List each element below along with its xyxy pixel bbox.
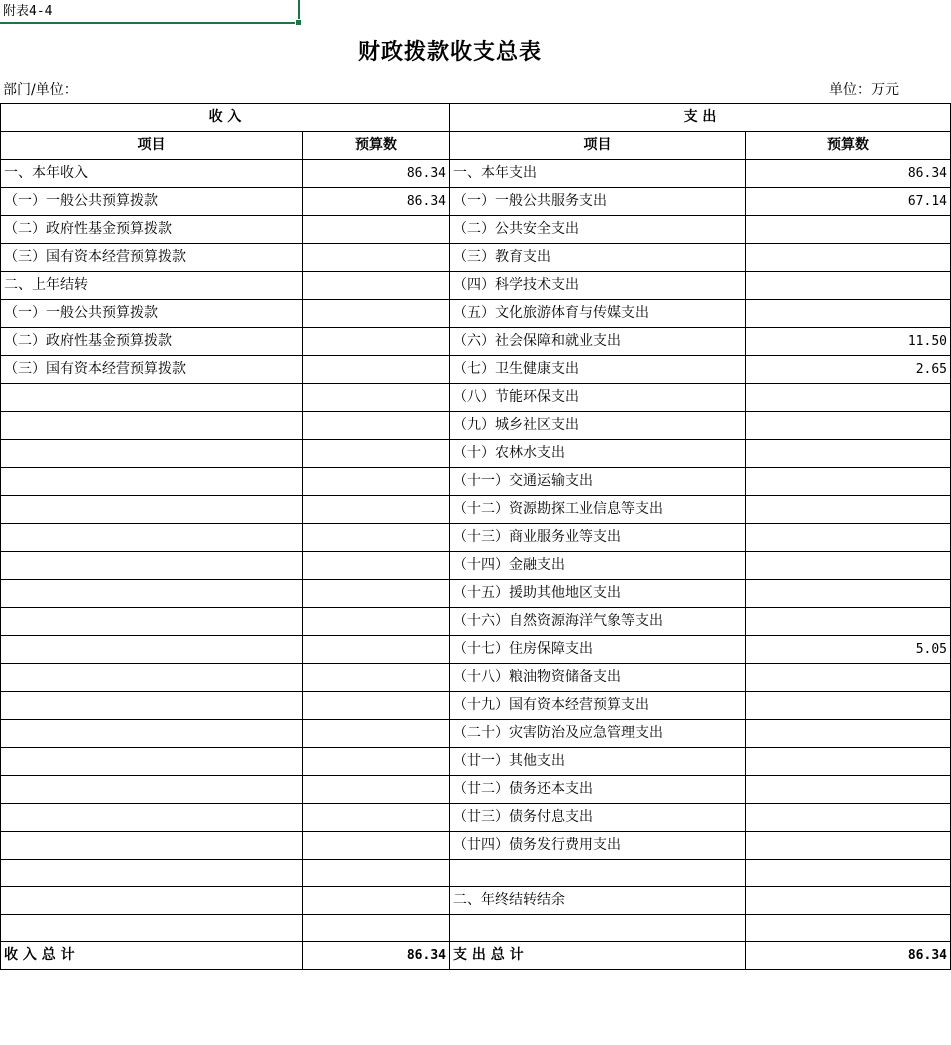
expense-value-cell[interactable] — [746, 915, 951, 942]
expense-value-cell[interactable] — [746, 804, 951, 832]
expense-value-cell[interactable] — [746, 412, 951, 440]
income-value-cell[interactable] — [303, 692, 450, 720]
expense-item-cell[interactable]: （七）卫生健康支出 — [450, 356, 746, 384]
expense-item-cell[interactable]: （十六）自然资源海洋气象等支出 — [450, 608, 746, 636]
department-label[interactable]: 部门/单位： — [3, 82, 78, 98]
expense-item-cell[interactable]: （五）文化旅游体育与传媒支出 — [450, 300, 746, 328]
income-value-cell[interactable] — [303, 412, 450, 440]
table-row — [1, 468, 951, 496]
table-row — [1, 915, 951, 942]
expense-value-cell[interactable] — [746, 244, 951, 272]
income-value-cell[interactable] — [303, 440, 450, 468]
income-value-cell[interactable] — [303, 580, 450, 608]
income-value-cell[interactable] — [303, 860, 450, 887]
expense-total-label[interactable]: 支 出 总 计 — [450, 942, 746, 970]
table-row — [1, 804, 951, 832]
income-item-cell[interactable] — [1, 552, 303, 580]
unit-label[interactable]: 单位：万元 — [829, 82, 899, 98]
income-item-cell[interactable] — [1, 580, 303, 608]
income-item-cell[interactable] — [1, 496, 303, 524]
expense-item-cell[interactable]: （四）科学技术支出 — [450, 272, 746, 300]
table-row — [1, 188, 951, 216]
table-row — [1, 664, 951, 692]
expense-item-cell[interactable]: （廿一）其他支出 — [450, 748, 746, 776]
expense-item-cell[interactable]: （十五）援助其他地区支出 — [450, 580, 746, 608]
income-item-cell[interactable]: （一）一般公共预算拨款 — [1, 300, 303, 328]
table-row — [1, 300, 951, 328]
expense-item-cell[interactable]: （一）一般公共服务支出 — [450, 188, 746, 216]
expense-value-cell[interactable]: 67.14 — [746, 188, 951, 216]
expense-item-cell[interactable]: 二、年终结转结余 — [450, 887, 746, 915]
expense-budget-header[interactable]: 预算数 — [746, 132, 951, 160]
expense-value-cell[interactable] — [746, 887, 951, 915]
expense-value-cell[interactable]: 86.34 — [746, 160, 951, 188]
table-row — [1, 580, 951, 608]
income-value-cell[interactable] — [303, 524, 450, 552]
income-item-cell[interactable]: （二）政府性基金预算拨款 — [1, 328, 303, 356]
table-row — [1, 636, 951, 664]
expense-item-header[interactable]: 项目 — [450, 132, 746, 160]
expense-item-cell[interactable]: （十四）金融支出 — [450, 552, 746, 580]
income-budget-header[interactable]: 预算数 — [303, 132, 450, 160]
income-value-cell[interactable] — [303, 468, 450, 496]
income-item-cell[interactable] — [1, 468, 303, 496]
expense-item-cell[interactable]: （十）农林水支出 — [450, 440, 746, 468]
income-total-label[interactable]: 收 入 总 计 — [1, 942, 303, 970]
expense-item-cell[interactable]: （二十）灾害防治及应急管理支出 — [450, 720, 746, 748]
income-value-cell[interactable] — [303, 216, 450, 244]
expense-item-cell[interactable]: （十八）粮油物资储备支出 — [450, 664, 746, 692]
income-item-cell[interactable] — [1, 804, 303, 832]
income-value-cell[interactable] — [303, 552, 450, 580]
expense-value-cell[interactable] — [746, 776, 951, 804]
appendix-label[interactable]: 附表4-4 — [3, 4, 53, 19]
table-row — [1, 412, 951, 440]
expense-value-cell[interactable] — [746, 496, 951, 524]
income-item-cell[interactable]: 二、上年结转 — [1, 272, 303, 300]
expense-item-cell[interactable]: （二）公共安全支出 — [450, 216, 746, 244]
income-total-value[interactable]: 86.34 — [303, 942, 450, 970]
expense-value-cell[interactable]: 5.05 — [746, 636, 951, 664]
table-row — [1, 748, 951, 776]
table-row — [1, 244, 951, 272]
expense-value-cell[interactable] — [746, 860, 951, 887]
expense-value-cell[interactable] — [746, 524, 951, 552]
income-item-cell[interactable]: 一、本年收入 — [1, 160, 303, 188]
table-row — [1, 776, 951, 804]
budget-table — [0, 103, 951, 970]
expense-item-cell[interactable]: 一、本年支出 — [450, 160, 746, 188]
income-item-cell[interactable] — [1, 915, 303, 942]
expense-value-cell[interactable] — [746, 608, 951, 636]
income-item-cell[interactable]: （二）政府性基金预算拨款 — [1, 216, 303, 244]
income-value-cell[interactable] — [303, 496, 450, 524]
expense-item-cell[interactable]: （廿三）债务付息支出 — [450, 804, 746, 832]
income-item-cell[interactable] — [1, 692, 303, 720]
table-row — [1, 496, 951, 524]
total-row — [1, 942, 951, 970]
expense-value-cell[interactable]: 2.65 — [746, 356, 951, 384]
expense-item-cell[interactable]: （十一）交通运输支出 — [450, 468, 746, 496]
income-item-cell[interactable] — [1, 748, 303, 776]
expense-item-cell[interactable]: （廿二）债务还本支出 — [450, 776, 746, 804]
income-value-cell[interactable] — [303, 664, 450, 692]
income-value-cell[interactable] — [303, 636, 450, 664]
expense-item-cell[interactable] — [450, 860, 746, 887]
expense-value-cell[interactable]: 11.50 — [746, 328, 951, 356]
income-item-cell[interactable] — [1, 776, 303, 804]
income-value-cell[interactable]: 86.34 — [303, 160, 450, 188]
table-row — [1, 216, 951, 244]
expense-item-cell[interactable]: （十三）商业服务业等支出 — [450, 524, 746, 552]
income-value-cell[interactable] — [303, 776, 450, 804]
expense-value-cell[interactable] — [746, 300, 951, 328]
expense-item-cell[interactable]: （六）社会保障和就业支出 — [450, 328, 746, 356]
expense-item-cell[interactable] — [450, 915, 746, 942]
income-value-cell[interactable] — [303, 720, 450, 748]
expense-value-cell[interactable] — [746, 552, 951, 580]
page-title[interactable]: 财政拨款收支总表 — [357, 39, 542, 65]
income-value-cell[interactable] — [303, 272, 450, 300]
income-value-cell[interactable] — [303, 915, 450, 942]
income-item-cell[interactable] — [1, 608, 303, 636]
income-item-cell[interactable] — [1, 664, 303, 692]
table-row — [1, 720, 951, 748]
column-header-row — [1, 132, 951, 160]
expense-item-cell[interactable]: （十七）住房保障支出 — [450, 636, 746, 664]
table-row — [1, 272, 951, 300]
income-item-cell[interactable]: （三）国有资本经营预算拨款 — [1, 356, 303, 384]
income-value-cell[interactable] — [303, 832, 450, 860]
expense-value-cell[interactable] — [746, 468, 951, 496]
table-row — [1, 440, 951, 468]
income-item-cell[interactable]: （一）一般公共预算拨款 — [1, 188, 303, 216]
expense-value-cell[interactable] — [746, 832, 951, 860]
income-item-cell[interactable] — [1, 887, 303, 915]
table-row — [1, 552, 951, 580]
expense-section-header[interactable]: 支 出 — [450, 104, 951, 132]
income-value-cell[interactable] — [303, 748, 450, 776]
expense-value-cell[interactable] — [746, 216, 951, 244]
section-header-row — [1, 104, 951, 132]
income-value-cell[interactable] — [303, 244, 450, 272]
income-section-header[interactable]: 收 入 — [1, 104, 450, 132]
expense-value-cell[interactable] — [746, 692, 951, 720]
expense-total-value[interactable]: 86.34 — [746, 942, 951, 970]
expense-item-cell[interactable]: （十九）国有资本经营预算支出 — [450, 692, 746, 720]
income-item-cell[interactable] — [1, 636, 303, 664]
income-item-cell[interactable] — [1, 412, 303, 440]
income-item-cell[interactable] — [1, 384, 303, 412]
income-value-cell[interactable] — [303, 384, 450, 412]
income-value-cell[interactable] — [303, 328, 450, 356]
table-row — [1, 887, 951, 915]
expense-item-cell[interactable]: （三）教育支出 — [450, 244, 746, 272]
income-value-cell[interactable]: 86.34 — [303, 188, 450, 216]
expense-value-cell[interactable] — [746, 664, 951, 692]
table-row — [1, 692, 951, 720]
expense-value-cell[interactable] — [746, 440, 951, 468]
expense-item-cell[interactable]: （八）节能环保支出 — [450, 384, 746, 412]
table-row — [1, 608, 951, 636]
expense-value-cell[interactable] — [746, 580, 951, 608]
table-row — [1, 160, 951, 188]
table-row — [1, 832, 951, 860]
fill-handle[interactable] — [295, 19, 302, 26]
income-item-cell[interactable] — [1, 860, 303, 887]
table-row — [1, 356, 951, 384]
income-value-cell[interactable] — [303, 300, 450, 328]
expense-value-cell[interactable] — [746, 384, 951, 412]
table-row — [1, 384, 951, 412]
income-value-cell[interactable] — [303, 804, 450, 832]
income-item-header[interactable]: 项目 — [1, 132, 303, 160]
expense-value-cell[interactable] — [746, 720, 951, 748]
income-item-cell[interactable] — [1, 832, 303, 860]
income-item-cell[interactable] — [1, 524, 303, 552]
income-value-cell[interactable] — [303, 356, 450, 384]
income-value-cell[interactable] — [303, 887, 450, 915]
expense-item-cell[interactable]: （十二）资源勘探工业信息等支出 — [450, 496, 746, 524]
expense-value-cell[interactable] — [746, 272, 951, 300]
income-item-cell[interactable] — [1, 440, 303, 468]
expense-item-cell[interactable]: （九）城乡社区支出 — [450, 412, 746, 440]
expense-value-cell[interactable] — [746, 748, 951, 776]
table-row — [1, 524, 951, 552]
income-item-cell[interactable] — [1, 720, 303, 748]
table-row — [1, 328, 951, 356]
expense-item-cell[interactable]: （廿四）债务发行费用支出 — [450, 832, 746, 860]
table-row — [1, 860, 951, 887]
income-value-cell[interactable] — [303, 608, 450, 636]
income-item-cell[interactable]: （三）国有资本经营预算拨款 — [1, 244, 303, 272]
